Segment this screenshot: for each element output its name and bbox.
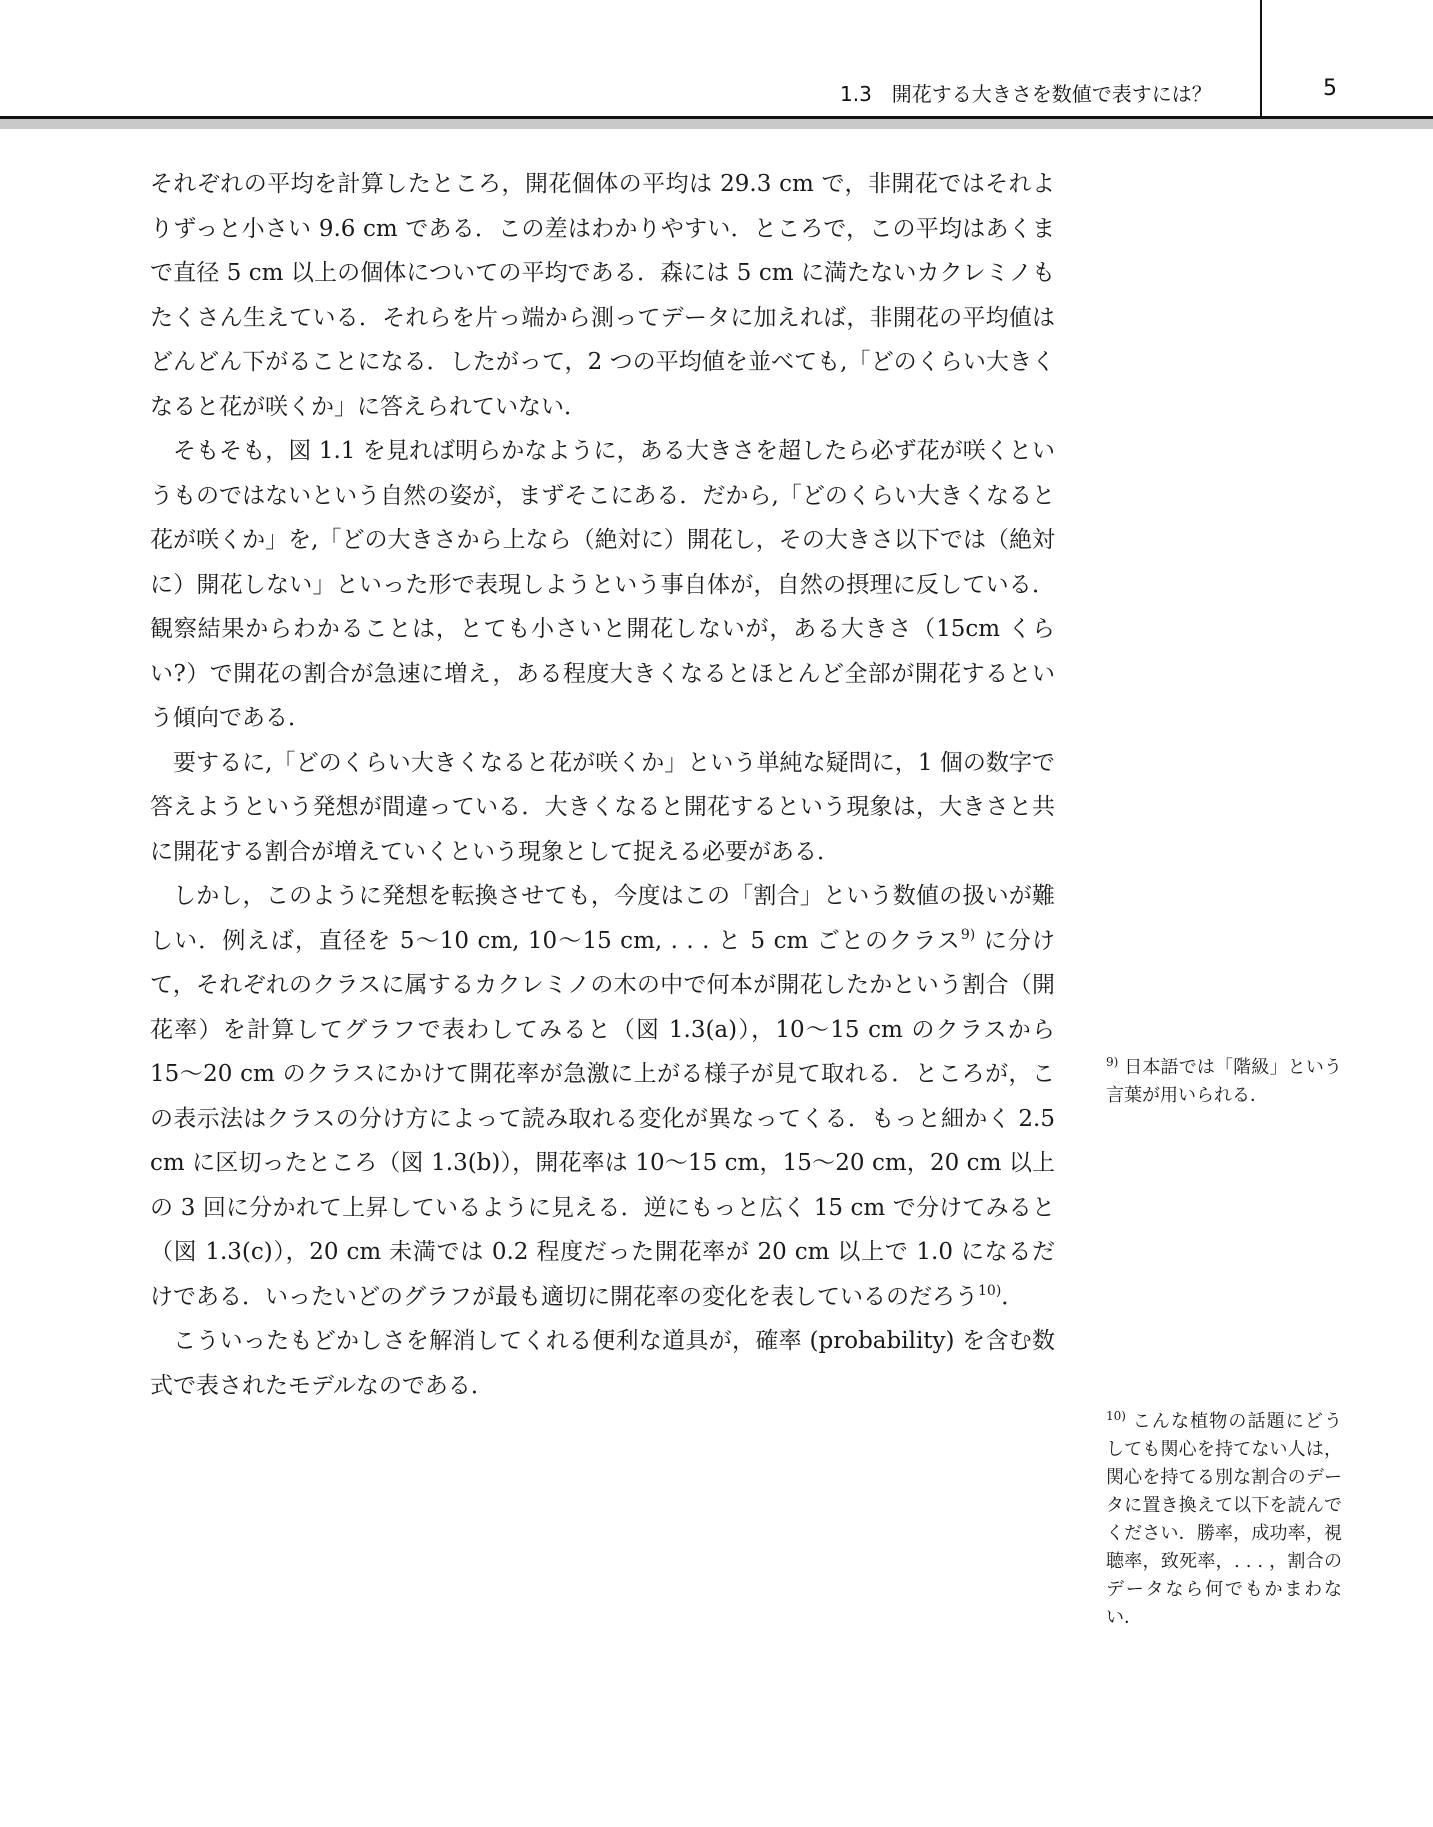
running-head: 1.3 開花する大きさを数値で表すには？ <box>840 82 1212 106</box>
paragraph-5-text-a: こういったもどかしさを解消してくれる便利な道具が， <box>173 1328 756 1354</box>
footnote-9-number: 9) <box>1106 1055 1119 1069</box>
footnote-ref-9: 9) <box>960 926 976 943</box>
footnote-9 <box>1106 1054 1342 1110</box>
paragraph-5-text-b: (probability) を含む数式で表されたモデルなのである． <box>150 1328 1056 1399</box>
footnote-10-number: 10) <box>1106 1409 1126 1423</box>
footnote-9-text: 日本語では「階級」という言葉が用いられる． <box>1106 1057 1342 1106</box>
page-number: 5 <box>1323 76 1337 101</box>
paragraph-4-text-b: に分けて，それぞれのクラスに属するカクレミノの木の中で何本が開花したかという割合（開花率）を計算してグラフで表わしてみると（図 1.3(a)），10〜15 cm のクラスから 15〜20 cm のクラスにかけて開花率が急激に上がる様子が見て取れる．ところが，この表示法はクラスの分け方によって読み取れる変化が異なってくる．もっと細かく 2.5 cm に区切ったところ（図 1.3(b)），開花率は 10〜15 cm，15〜20 cm，20 cm 以上の 3 回に分かれて上昇しているように見える．逆にもっと広く 15 cm で分けてみると（図 1.3(c)），20 cm 未満では 0.2 程度だった開花率が 20 cm 以上で 1.0 になるだけである．いったいどのグラフが最も適切に開花率の変化を表しているのだろう <box>150 927 1055 1310</box>
header-divider <box>1260 0 1262 116</box>
footnote-10-text: こんな植物の話題にどうしても関心を持てない人は，関心を持てる別な割合のデータに置き換えて以下を読んでください．勝率，成功率，視聴率，致死率，. . . ，割合のデータなら何でもかまわない． <box>1106 1411 1342 1628</box>
footnote-10 <box>1106 1408 1342 1632</box>
main-text <box>150 162 1055 1408</box>
footnote-ref-10: 10) <box>978 1282 1002 1299</box>
paragraph-4 <box>150 874 1055 1319</box>
paragraph-3: 要するに,「どのくらい大きくなると花が咲くか」という単純な疑問に，1 個の数字で答えようという発想が間違っている．大きくなると開花するという現象は，大きさと共に開花する割合が増えていくという現象として捉える必要がある． <box>150 749 1055 865</box>
paragraph-4-text-c: ． <box>1001 1283 1025 1310</box>
paragraph-4-text-a: しかし，このように発想を転換させても，今度はこの「割合」という数値の扱いが難しい．例えば，直径を 5〜10 cm, 10〜15 cm, . . . と 5 cm ごとのクラス <box>150 883 1055 954</box>
header-shade-bar <box>0 119 1433 129</box>
paragraph-2: そもそも，図 1.1 を見れば明らかなように，ある大きさを超したら必ず花が咲くというものではないという自然の姿が，まずそこにある．だから,「どのくらい大きくなると花が咲くか」を,「どの大きさから上なら（絶対に）開花し，その大きさ以下では（絶対に）開花しない」といった形で表現しようという事自体が，自然の摂理に反している．観察結果からわかることは，とても小さいと開花しないが，ある大きさ（15cm くらい?）で開花の割合が急速に増え，ある程度大きくなるとほとんど全部が開花するという傾向である． <box>150 438 1055 731</box>
paragraph-5 <box>150 1319 1055 1408</box>
paragraph-1: それぞれの平均を計算したところ，開花個体の平均は 29.3 cm で，非開花ではそれよりずっと小さい 9.6 cm である．この差はわかりやすい．ところで，この平均はあくまで直径 5 cm 以上の個体についての平均である．森には 5 cm に満たないカクレミノもたくさん生えている．それらを片っ端から測ってデータに加えれば，非開花の平均値はどんどん下がることになる．したがって，2 つの平均値を並べても,「どのくらい大きくなると花が咲くか」に答えられていない． <box>150 171 1055 420</box>
key-term: 確率 <box>755 1328 802 1354</box>
